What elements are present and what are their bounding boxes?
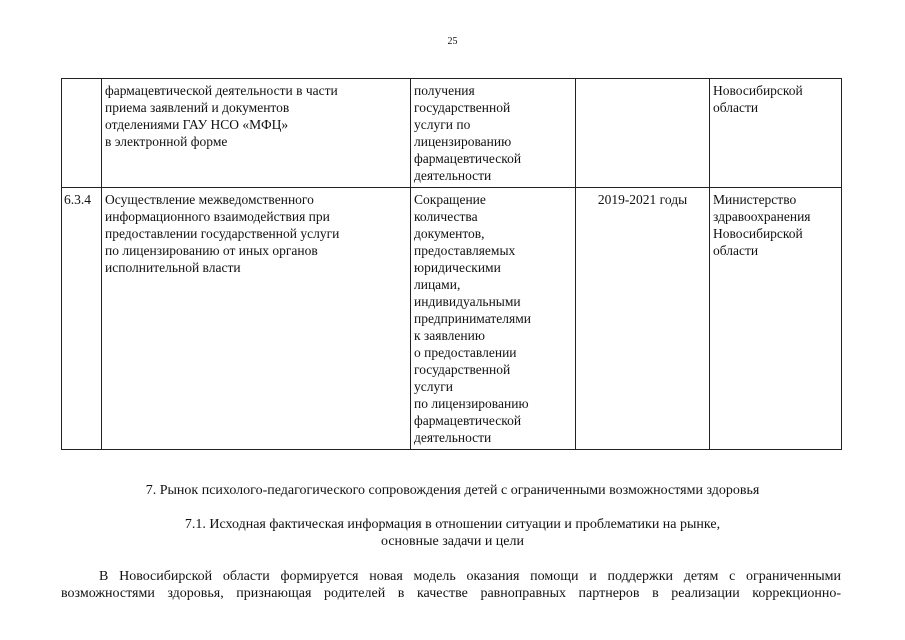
cell-activity bbox=[102, 188, 411, 450]
cell-line: приема заявлений и документов bbox=[105, 100, 290, 115]
cell-line: документов, bbox=[414, 226, 485, 241]
cell-period: 2019-2021 годы bbox=[576, 188, 710, 450]
cell-line: юридическими bbox=[414, 260, 501, 275]
subsection-heading bbox=[0, 516, 905, 550]
subsection-heading-line: основные задачи и цели bbox=[380, 534, 524, 549]
cell-line: количества bbox=[414, 209, 478, 224]
cell-line: фармацевтической bbox=[414, 151, 522, 166]
section-heading: 7. Рынок психолого-педагогического сопровождения детей с ограниченными возможностями здоровья bbox=[145, 483, 760, 498]
cell-line: области bbox=[713, 100, 759, 115]
cell-line: государственной bbox=[414, 362, 511, 377]
table-row bbox=[62, 188, 842, 450]
measures-table-body bbox=[62, 79, 842, 450]
paragraph-line: В Новосибирской области формируется новая модель оказания помощи и поддержки детям с ограниченными bbox=[99, 569, 841, 584]
subsection-heading-line: 7.1. Исходная фактическая информация в отношении ситуации и проблематики на рынке, bbox=[184, 517, 721, 532]
cell-line: Новосибирской bbox=[713, 226, 803, 241]
cell-line: Министерство bbox=[713, 192, 797, 207]
cell-line: фармацевтической деятельности в части bbox=[105, 83, 338, 98]
page-number: 25 bbox=[447, 36, 458, 47]
paragraph-line: возможностями здоровья, признающая родителей в качестве равноправных партнеров в реализации коррекционно- bbox=[61, 586, 841, 601]
cell-line: по лицензированию от иных органов bbox=[105, 243, 318, 258]
cell-line: в электронной форме bbox=[105, 134, 228, 149]
cell-line: исполнительной власти bbox=[105, 260, 241, 275]
cell-line: услуги по bbox=[414, 117, 471, 132]
cell-line: области bbox=[713, 243, 759, 258]
cell-line: индивидуальными bbox=[414, 294, 521, 309]
measures-table bbox=[61, 78, 842, 450]
cell-line: деятельности bbox=[414, 168, 492, 183]
cell-line: получения bbox=[414, 83, 475, 98]
cell-line: о предоставлении bbox=[414, 345, 517, 360]
cell-line: Осуществление межведомственного bbox=[105, 192, 314, 207]
cell-result bbox=[411, 188, 576, 450]
cell-line: предоставляемых bbox=[414, 243, 516, 258]
cell-line: государственной bbox=[414, 100, 511, 115]
cell-line: отделениями ГАУ НСО «МФЦ» bbox=[105, 117, 289, 132]
cell-line: лицами, bbox=[414, 277, 461, 292]
body-paragraph bbox=[61, 568, 841, 602]
cell-item-number bbox=[62, 79, 102, 188]
cell-item-number: 6.3.4 bbox=[62, 188, 102, 450]
cell-responsible bbox=[710, 79, 842, 188]
cell-responsible bbox=[710, 188, 842, 450]
cell-line: Новосибирской bbox=[713, 83, 803, 98]
cell-line: к заявлению bbox=[414, 328, 485, 343]
cell-line: информационного взаимодействия при bbox=[105, 209, 330, 224]
cell-line: здравоохранения bbox=[713, 209, 811, 224]
cell-line: Сокращение bbox=[414, 192, 486, 207]
cell-line: лицензированию bbox=[414, 134, 512, 149]
cell-line: фармацевтической bbox=[414, 413, 522, 428]
cell-line: услуги bbox=[414, 379, 453, 394]
cell-activity bbox=[102, 79, 411, 188]
table-row bbox=[62, 79, 842, 188]
cell-line: по лицензированию bbox=[414, 396, 529, 411]
cell-line: предоставлении государственной услуги bbox=[105, 226, 340, 241]
cell-result bbox=[411, 79, 576, 188]
cell-period bbox=[576, 79, 710, 188]
cell-line: предпринимателями bbox=[414, 311, 532, 326]
cell-line: деятельности bbox=[414, 430, 492, 445]
